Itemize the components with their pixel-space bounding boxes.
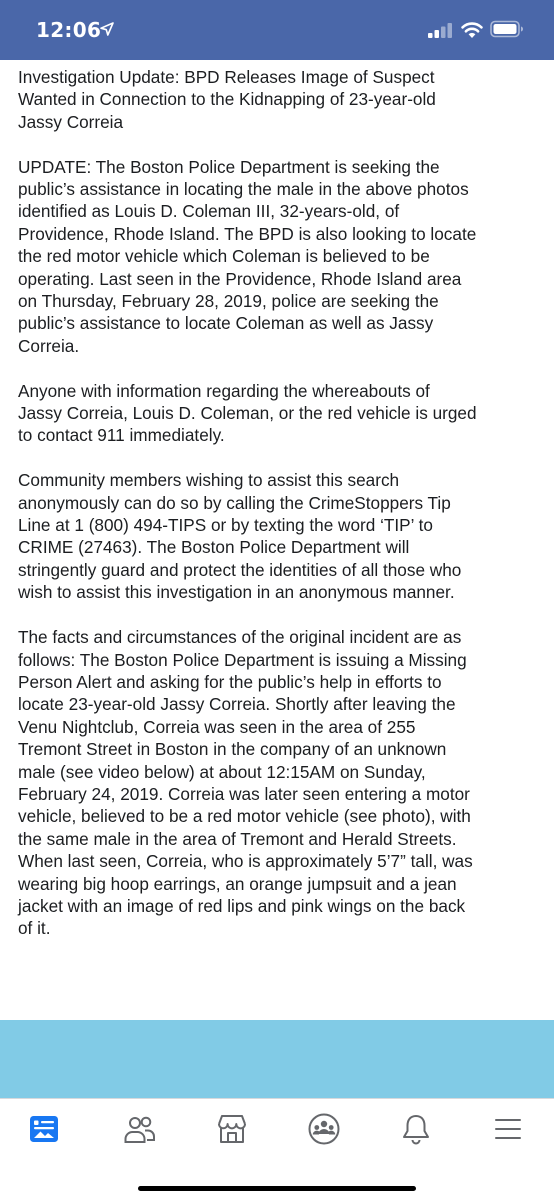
status-time: 12:06 <box>36 18 102 42</box>
cellular-signal-icon <box>428 22 454 38</box>
tab-marketplace[interactable] <box>210 1107 254 1151</box>
tab-groups[interactable] <box>302 1107 346 1151</box>
location-arrow-icon <box>100 22 114 36</box>
post-title: Investigation Update: BPD Releases Image of Suspect Wanted in Connection to the Kidnapping of 23-year-old Jassy Correia <box>18 67 436 132</box>
tab-friends[interactable] <box>117 1107 161 1151</box>
news-feed-icon <box>27 1112 61 1146</box>
post-body <box>18 66 534 940</box>
home-indicator[interactable] <box>138 1186 416 1191</box>
wifi-icon <box>460 19 484 39</box>
post-image-preview[interactable] <box>0 1020 554 1098</box>
tab-news-feed[interactable] <box>22 1107 66 1151</box>
friends-icon <box>122 1112 156 1146</box>
menu-icon <box>491 1112 525 1146</box>
battery-icon <box>490 20 524 38</box>
post-paragraph: Community members wishing to assist this search anonymously can do so by calling the CrimeStoppers Tip Line at 1 (800) 494-TIPS or by texting the word ‘TIP’ to CRIME (27463). The Boston Police Department will stringently guard and protect the identities of all those who wish to assist this investigation in an anonymous manner. <box>18 470 462 603</box>
tab-menu[interactable] <box>486 1107 530 1151</box>
notifications-bell-icon <box>399 1112 433 1146</box>
post-paragraph: Anyone with information regarding the whereabouts of Jassy Correia, Louis D. Coleman, or the red vehicle is urged to contact 911 immediately. <box>18 380 477 446</box>
tab-notifications[interactable] <box>394 1107 438 1151</box>
marketplace-icon <box>215 1112 249 1146</box>
status-bar <box>0 0 554 60</box>
post-paragraph: UPDATE: The Boston Police Department is seeking the public’s assistance in locating the male in the above photos identified as Louis D. Coleman III, 32-years-old, of Providence, Rhode Island. The BPD is also looking to locate the red motor vehicle which Coleman is believed to be operating. Last seen in the Providence, Rhode Island area on Thursday, February 28, 2019, police are seeking the public’s assistance to locate Coleman as well as Jassy Correia. <box>18 156 477 356</box>
groups-icon <box>307 1112 341 1146</box>
post-paragraph: The facts and circumstances of the original incident are as follows: The Boston Police Department is issuing a Missing Person Alert and asking for the public’s help in efforts to locate 23-year-old Jassy Correia. Shortly after leaving the Venu Nightclub, Correia was seen in the area of 255 Tremont Street in Boston in the company of an unknown male (see video below) at about 12:15AM on Sunday, February 24, 2019. Correia was later seen entering a motor vehicle, believed to be a red motor vehicle (see photo), with the same male in the area of Tremont and Herald Streets. When last seen, Correia, who is approximately 5’7” tall, was wearing big hoop earrings, an orange jumpsuit and a jean jacket with an image of red lips and pink wings on the back of it. <box>18 627 473 939</box>
